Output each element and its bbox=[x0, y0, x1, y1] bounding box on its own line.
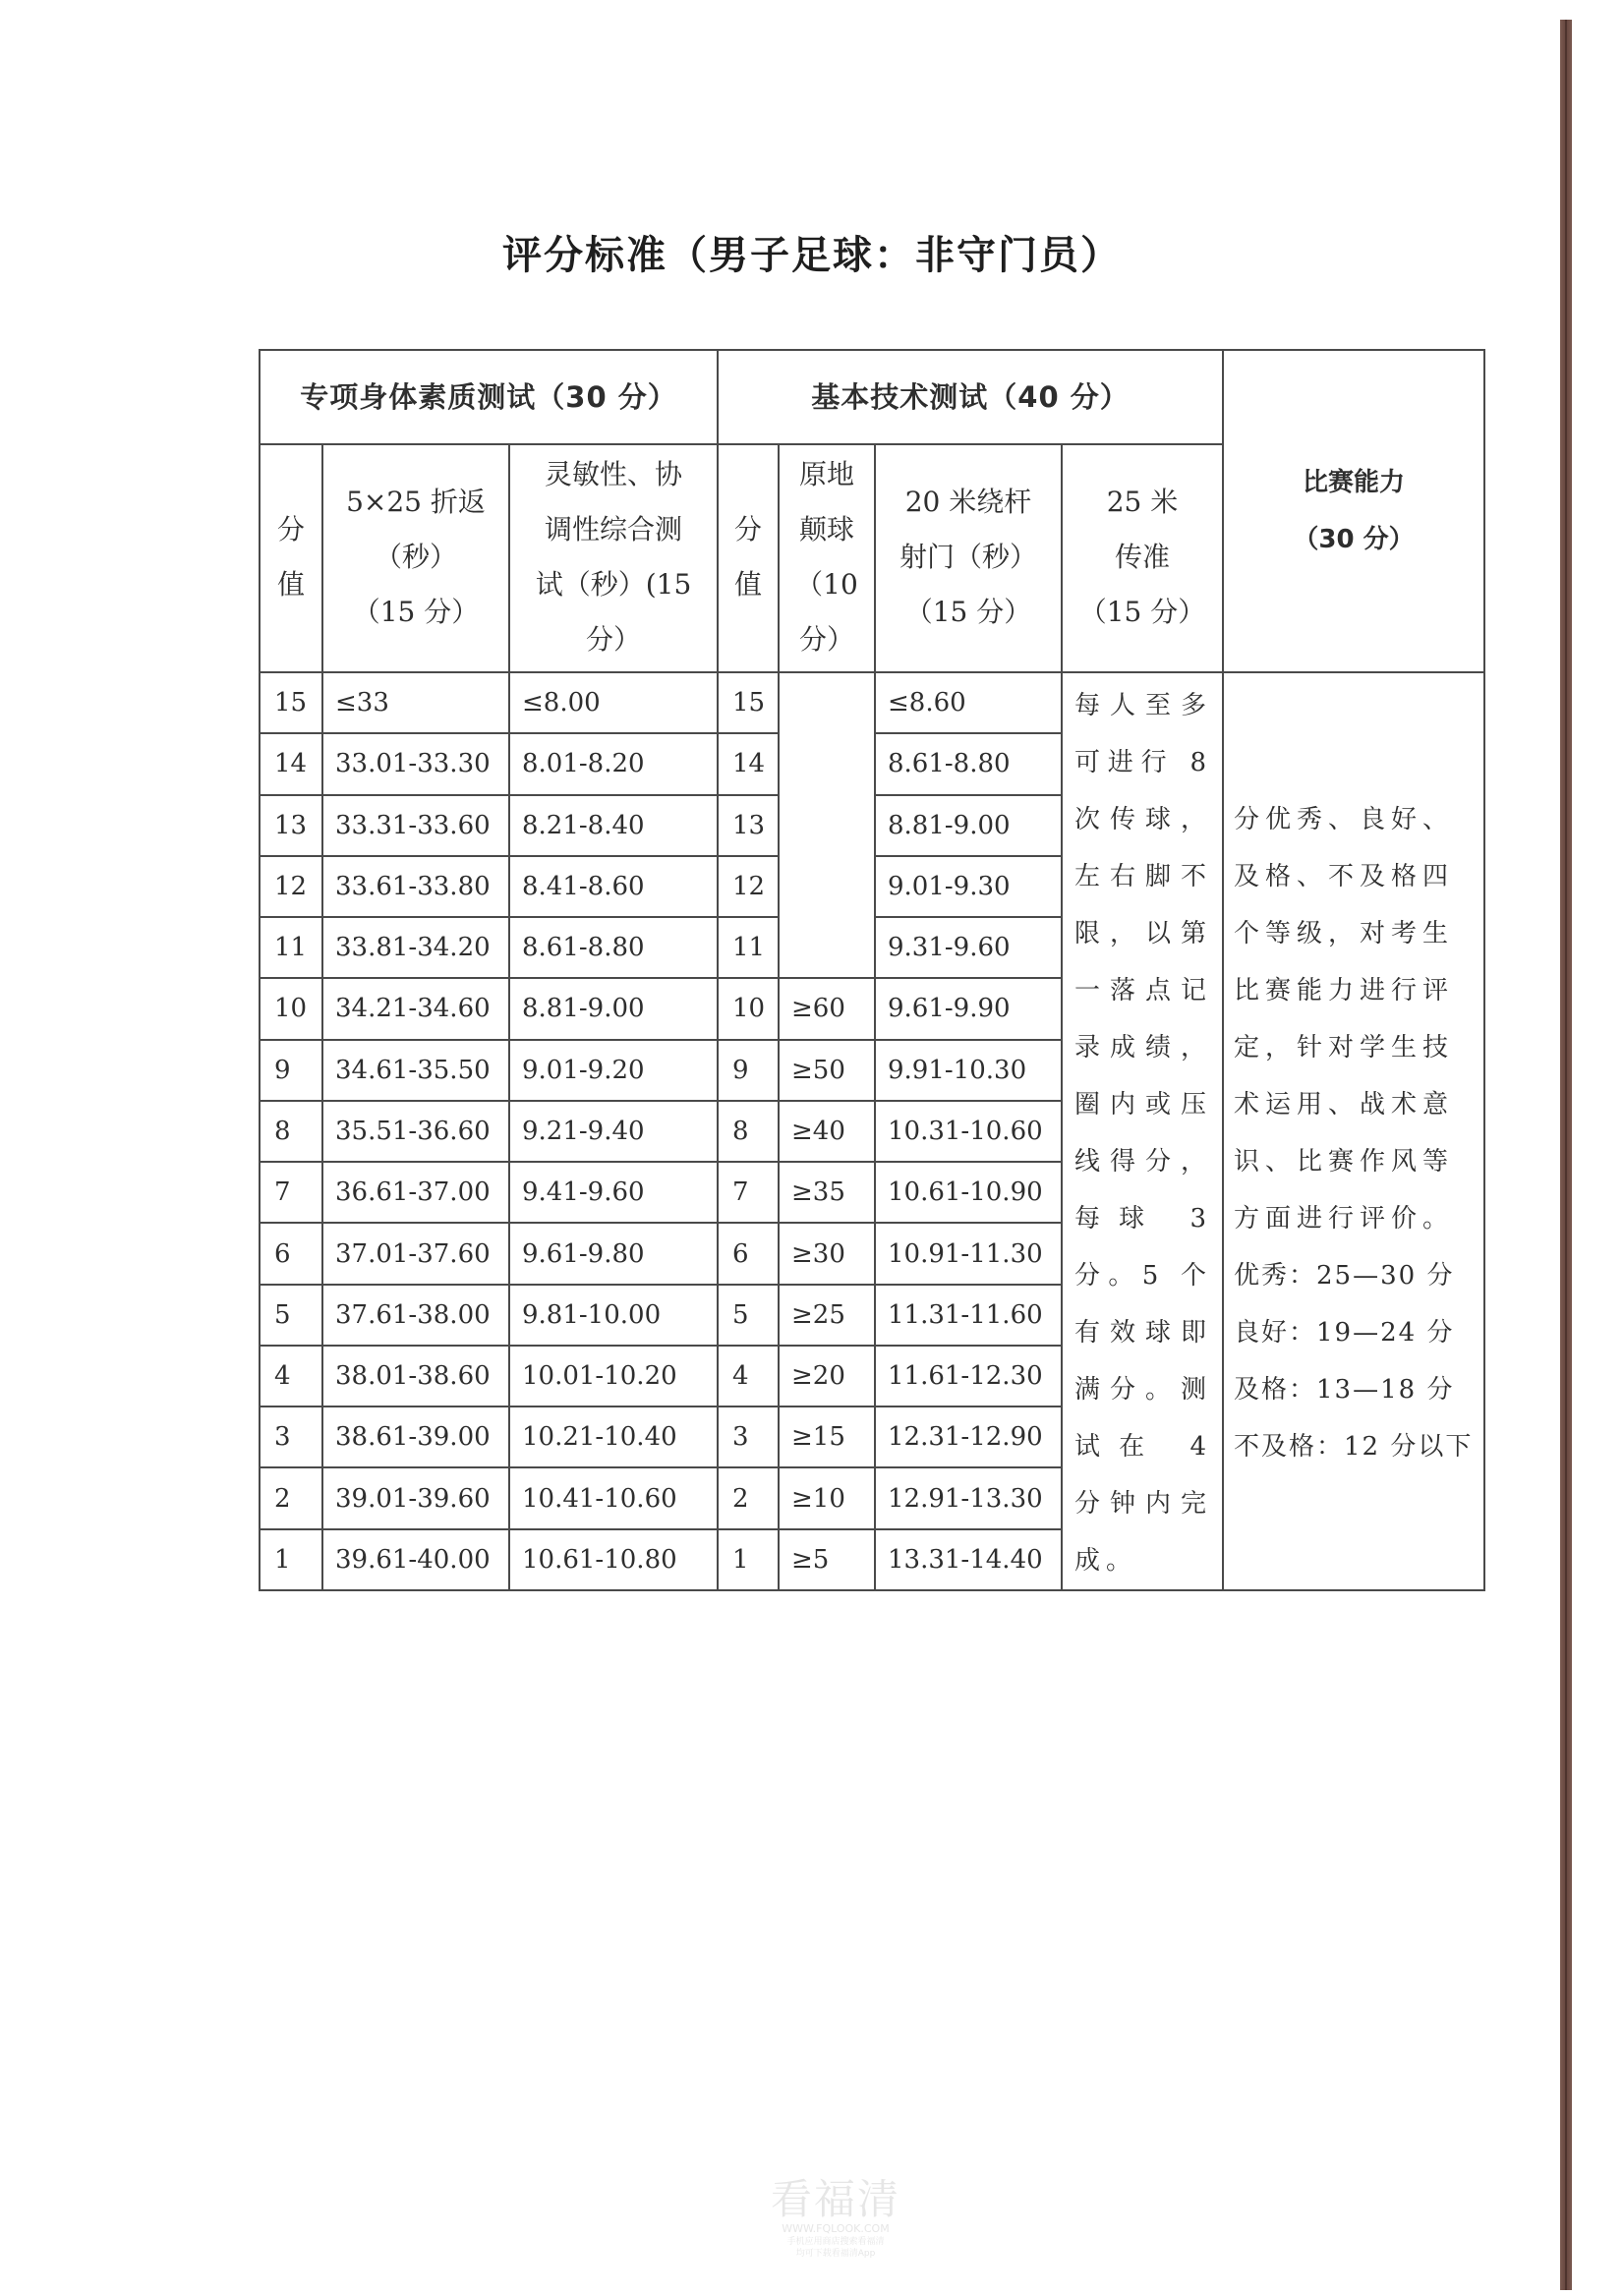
cell-juggling: ≥60 bbox=[779, 978, 875, 1039]
cell-agility: 9.41-9.60 bbox=[509, 1162, 718, 1223]
cell-agility: 10.61-10.80 bbox=[509, 1529, 718, 1590]
match-grade-line: 良好：19—24 分 bbox=[1234, 1318, 1455, 1348]
cell-score-b: 12 bbox=[718, 856, 779, 917]
cell-dribble-shot: 9.01-9.30 bbox=[875, 856, 1062, 917]
col-agility-label bbox=[536, 447, 692, 667]
cell-score: 11 bbox=[260, 917, 322, 978]
cell-score-b: 14 bbox=[718, 733, 779, 794]
cell-dribble-shot: 9.31-9.60 bbox=[875, 917, 1062, 978]
cell-dribble-shot: 9.61-9.90 bbox=[875, 978, 1062, 1039]
column-header-line: 传准 bbox=[1114, 541, 1170, 573]
match-note-text: 分优秀、良好、及格、不及格四个等级，对考生比赛能力进行评定，针对学生技术运用、战术意识、比赛作风等方面进行评价。 bbox=[1234, 805, 1455, 1234]
cell-shuttle: 33.01-33.30 bbox=[322, 733, 509, 794]
cell-shuttle: ≤33 bbox=[322, 672, 509, 733]
cell-agility: 9.21-9.40 bbox=[509, 1101, 718, 1162]
cell-juggling: ≥30 bbox=[779, 1223, 875, 1284]
group-technique: 基本技术测试（40 分） bbox=[718, 350, 1223, 444]
column-header-line: 射门（秒） bbox=[899, 541, 1037, 573]
watermark-line2: 均可下载看福清App bbox=[795, 2249, 876, 2259]
column-header-line: 试（秒）(15 bbox=[535, 568, 692, 601]
cell-score: 7 bbox=[260, 1162, 322, 1223]
cell-score: 4 bbox=[260, 1346, 322, 1406]
match-head-line1: 比赛能力 bbox=[1303, 468, 1406, 497]
cell-dribble-shot: ≤8.60 bbox=[875, 672, 1062, 733]
column-header-line: 分） bbox=[585, 623, 641, 656]
cell-dribble-shot: 10.61-10.90 bbox=[875, 1162, 1062, 1223]
col-score-b-label bbox=[734, 502, 762, 612]
cell-shuttle: 37.61-38.00 bbox=[322, 1285, 509, 1346]
cell-agility: 8.81-9.00 bbox=[509, 978, 718, 1039]
cell-score: 12 bbox=[260, 856, 322, 917]
cell-juggling: ≥5 bbox=[779, 1529, 875, 1590]
cell-juggling-empty bbox=[779, 672, 875, 978]
group-match bbox=[1223, 350, 1484, 672]
cell-score-b: 4 bbox=[718, 1346, 779, 1406]
cell-score: 15 bbox=[260, 672, 322, 733]
cell-juggling: ≥25 bbox=[779, 1285, 875, 1346]
match-head-line2: （30 分） bbox=[1293, 525, 1415, 554]
cell-score-b: 15 bbox=[718, 672, 779, 733]
column-header-line: （10 bbox=[795, 568, 858, 601]
cell-agility: 8.21-8.40 bbox=[509, 795, 718, 856]
cell-shuttle: 39.61-40.00 bbox=[322, 1529, 509, 1590]
cell-dribble-shot: 10.31-10.60 bbox=[875, 1101, 1062, 1162]
cell-score-b: 9 bbox=[718, 1040, 779, 1101]
cell-agility: 10.01-10.20 bbox=[509, 1346, 718, 1406]
column-header-line: 灵敏性、协 bbox=[544, 458, 682, 490]
cell-juggling: ≥20 bbox=[779, 1346, 875, 1406]
cell-juggling: ≥15 bbox=[779, 1406, 875, 1467]
cell-shuttle: 39.01-39.60 bbox=[322, 1467, 509, 1528]
column-header-line: 值 bbox=[276, 568, 305, 601]
col-score-b bbox=[718, 444, 779, 672]
column-header-line: （15 分） bbox=[1078, 596, 1206, 628]
col-juggling bbox=[779, 444, 875, 672]
cell-dribble-shot: 12.91-13.30 bbox=[875, 1467, 1062, 1528]
cell-score: 8 bbox=[260, 1101, 322, 1162]
cell-score-b: 5 bbox=[718, 1285, 779, 1346]
column-header-line: 20 米绕杆 bbox=[904, 486, 1032, 518]
cell-dribble-shot: 11.61-12.30 bbox=[875, 1346, 1062, 1406]
cell-shuttle: 33.31-33.60 bbox=[322, 795, 509, 856]
match-ability-note bbox=[1223, 672, 1484, 1590]
cell-agility: 9.61-9.80 bbox=[509, 1223, 718, 1284]
cell-score: 1 bbox=[260, 1529, 322, 1590]
cell-agility: 9.81-10.00 bbox=[509, 1285, 718, 1346]
column-header-line: 分 bbox=[276, 513, 305, 545]
cell-shuttle: 36.61-37.00 bbox=[322, 1162, 509, 1223]
cell-dribble-shot: 10.91-11.30 bbox=[875, 1223, 1062, 1284]
cell-score: 10 bbox=[260, 978, 322, 1039]
cell-score-b: 11 bbox=[718, 917, 779, 978]
match-grade-line: 优秀：25—30 分 bbox=[1234, 1261, 1455, 1291]
cell-juggling: ≥35 bbox=[779, 1162, 875, 1223]
pass-test-note: 每人至多可进行 8 次传球，左右脚不限，以第一落点记录成绩，圈内或压线得分，每球 3 分。5 个有效球即满分。测试在 4 分钟内完成。 bbox=[1062, 672, 1223, 1590]
cell-shuttle: 35.51-36.60 bbox=[322, 1101, 509, 1162]
cell-dribble-shot: 8.81-9.00 bbox=[875, 795, 1062, 856]
cell-score: 5 bbox=[260, 1285, 322, 1346]
cell-score: 14 bbox=[260, 733, 322, 794]
cell-juggling: ≥50 bbox=[779, 1040, 875, 1101]
cell-shuttle: 34.21-34.60 bbox=[322, 978, 509, 1039]
match-grade-line: 及格：13—18 分 bbox=[1234, 1375, 1455, 1405]
cell-score-b: 13 bbox=[718, 795, 779, 856]
cell-score: 2 bbox=[260, 1467, 322, 1528]
col-score-a bbox=[260, 444, 322, 672]
cell-score: 13 bbox=[260, 795, 322, 856]
column-header-line: （15 分） bbox=[904, 596, 1032, 628]
watermark-line1: 手机应用商店搜索看福清 bbox=[786, 2237, 885, 2247]
cell-score: 9 bbox=[260, 1040, 322, 1101]
cell-shuttle: 34.61-35.50 bbox=[322, 1040, 509, 1101]
col-score-a-label bbox=[277, 502, 305, 612]
cell-score: 6 bbox=[260, 1223, 322, 1284]
column-header-line: 25 米 bbox=[1106, 486, 1179, 518]
cell-agility: 10.41-10.60 bbox=[509, 1467, 718, 1528]
cell-shuttle: 38.01-38.60 bbox=[322, 1346, 509, 1406]
scoring-table bbox=[259, 349, 1485, 1591]
page-edge-bar bbox=[1560, 20, 1572, 2290]
table-row bbox=[260, 672, 1484, 733]
cell-shuttle: 38.61-39.00 bbox=[322, 1406, 509, 1467]
cell-score-b: 10 bbox=[718, 978, 779, 1039]
col-shuttle-label bbox=[346, 475, 486, 640]
cell-dribble-shot: 12.31-12.90 bbox=[875, 1406, 1062, 1467]
col-dribble-shot bbox=[875, 444, 1062, 672]
group-physical: 专项身体素质测试（30 分） bbox=[260, 350, 718, 444]
cell-shuttle: 33.61-33.80 bbox=[322, 856, 509, 917]
cell-agility: 10.21-10.40 bbox=[509, 1406, 718, 1467]
watermark-logo: 看福清 bbox=[770, 2175, 900, 2223]
cell-shuttle: 37.01-37.60 bbox=[322, 1223, 509, 1284]
cell-score-b: 2 bbox=[718, 1467, 779, 1528]
column-header-line: 分 bbox=[733, 513, 762, 545]
cell-agility: 8.41-8.60 bbox=[509, 856, 718, 917]
cell-score-b: 7 bbox=[718, 1162, 779, 1223]
column-header-line: （15 分） bbox=[352, 596, 480, 628]
column-header-line: 分） bbox=[798, 623, 854, 656]
match-grade-line: 不及格：12 分以下 bbox=[1234, 1432, 1474, 1462]
cell-agility: ≤8.00 bbox=[509, 672, 718, 733]
cell-score-b: 8 bbox=[718, 1101, 779, 1162]
col-pass-label bbox=[1079, 475, 1206, 640]
column-header-line: 颠球 bbox=[798, 513, 854, 545]
col-pass bbox=[1062, 444, 1223, 672]
column-header-line: 5×25 折返 bbox=[346, 486, 486, 518]
cell-shuttle: 33.81-34.20 bbox=[322, 917, 509, 978]
cell-agility: 9.01-9.20 bbox=[509, 1040, 718, 1101]
group-header-row bbox=[260, 350, 1484, 444]
cell-score: 3 bbox=[260, 1406, 322, 1467]
watermark bbox=[727, 2177, 944, 2260]
cell-agility: 8.01-8.20 bbox=[509, 733, 718, 794]
column-header-line: 原地 bbox=[798, 458, 854, 490]
page-title: 评分标准（男子足球：非守门员） bbox=[502, 233, 1122, 278]
cell-dribble-shot: 11.31-11.60 bbox=[875, 1285, 1062, 1346]
cell-score-b: 1 bbox=[718, 1529, 779, 1590]
cell-score-b: 6 bbox=[718, 1223, 779, 1284]
watermark-url: WWW.FQLOOK.COM bbox=[782, 2222, 890, 2235]
col-agility bbox=[509, 444, 718, 672]
column-header-line: 值 bbox=[733, 568, 762, 601]
cell-dribble-shot: 9.91-10.30 bbox=[875, 1040, 1062, 1101]
cell-dribble-shot: 8.61-8.80 bbox=[875, 733, 1062, 794]
cell-agility: 8.61-8.80 bbox=[509, 917, 718, 978]
cell-juggling: ≥10 bbox=[779, 1467, 875, 1528]
col-shuttle bbox=[322, 444, 509, 672]
cell-score-b: 3 bbox=[718, 1406, 779, 1467]
column-header-line: 调性综合测 bbox=[544, 513, 682, 545]
cell-juggling: ≥40 bbox=[779, 1101, 875, 1162]
col-juggling-label bbox=[795, 447, 858, 667]
column-header-line: （秒） bbox=[374, 541, 457, 573]
cell-dribble-shot: 13.31-14.40 bbox=[875, 1529, 1062, 1590]
col-dribble-shot-label bbox=[899, 475, 1037, 640]
